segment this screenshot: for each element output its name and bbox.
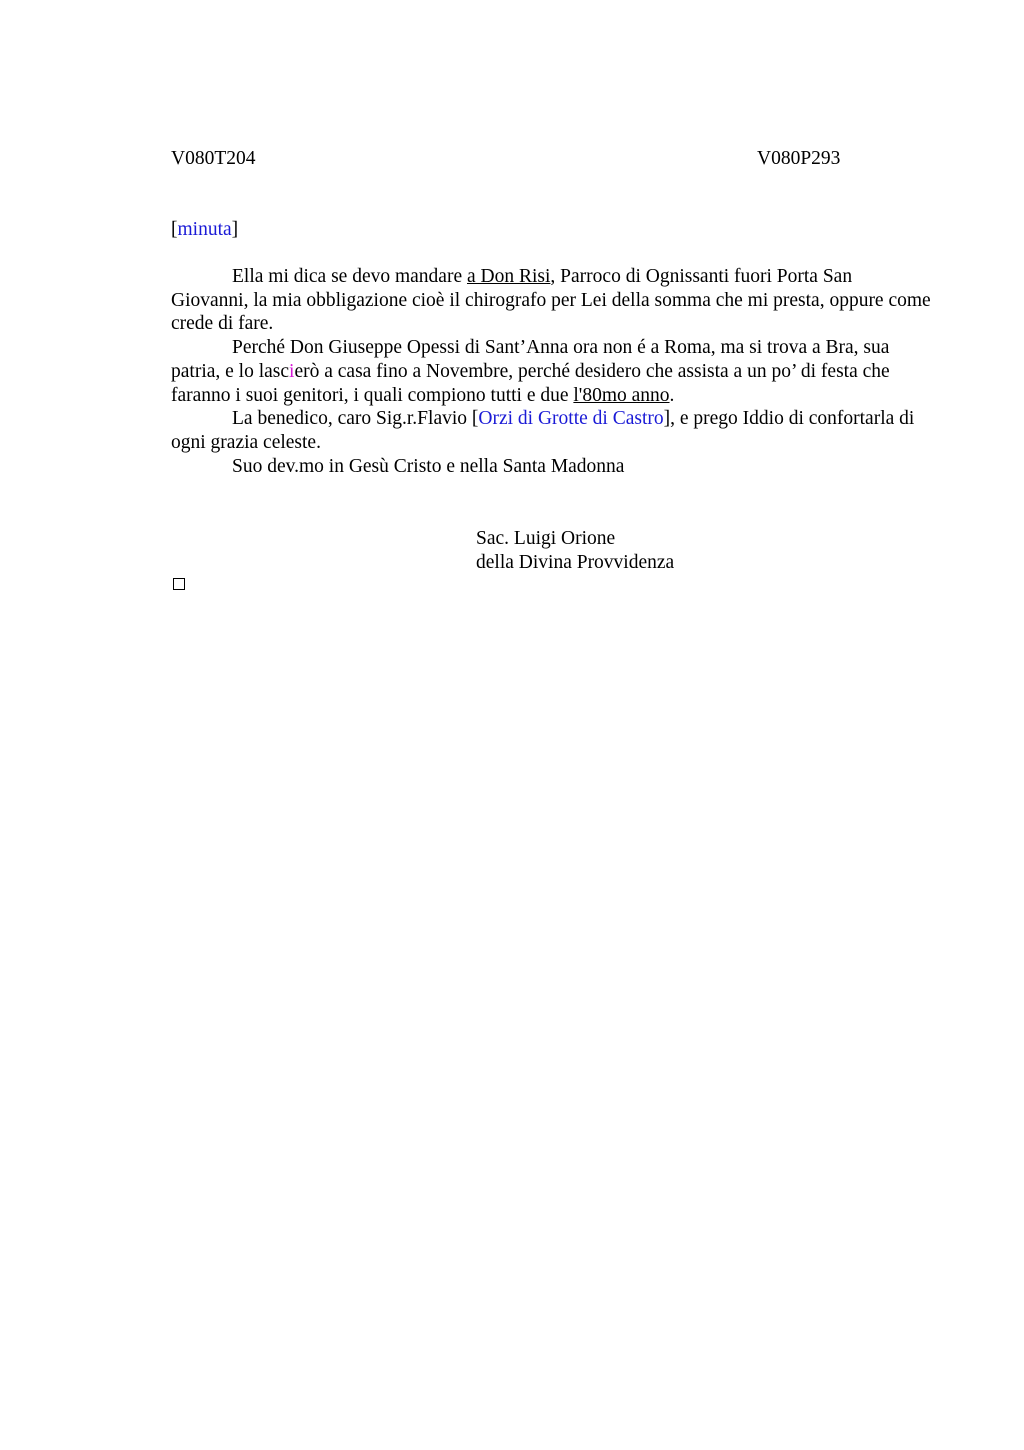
editorial-note [171, 218, 238, 242]
paragraph-2-text-b: erò a casa fino a Novembre, perché desidero che assista a un po’ di festa che faranno i suoi genitori, i quali compiono tutti e due [171, 360, 890, 406]
place-annotation: Orzi di Grotte di Castro [478, 408, 664, 430]
paragraph-3-text-b: ], e prego Iddio di confortarla di ogni grazia celeste. [171, 408, 915, 453]
paragraph-1-text-a: Ella mi dica se devo mandare [232, 266, 467, 287]
paragraph-3-text-a: La benedico, caro Sig.r.Flavio [ [232, 408, 479, 430]
signature-block [476, 527, 674, 574]
document-code-right: V080P293 [757, 148, 841, 169]
note-label: minuta [177, 219, 232, 240]
signature-line-2: della Divina Provvidenza [476, 551, 675, 573]
paragraph-2-text-a: Perché Don Giuseppe Opessi di Sant’Anna ora non é a Roma, ma si trova a Bra, sua patria, e lo lasc [171, 337, 890, 382]
document-code-left: V080T204 [171, 148, 256, 169]
paragraph-4 [171, 455, 931, 479]
paragraph-3 [171, 407, 931, 454]
correction-mark: i [289, 360, 295, 382]
closing-salutation: Suo dev.mo in Gesù Cristo e nella Santa Madonna [232, 455, 625, 477]
square-marker-icon [173, 578, 185, 590]
paragraph-1 [171, 265, 931, 336]
letter-body [171, 265, 931, 478]
underlined-anniversary: l'80mo anno [573, 384, 670, 406]
paragraph-2 [171, 336, 931, 407]
underlined-recipient: a Don Risi [467, 266, 551, 287]
paragraph-1-text-b: , Parroco di Ognissanti fuori Porta San Giovanni, la mia obbligazione cioè il chirografo per Lei della somma che mi presta, oppure come crede di fare. [171, 266, 931, 335]
bracket-open: [ [171, 219, 178, 240]
paragraph-2-text-c: . [669, 384, 675, 406]
bracket-close: ] [231, 219, 239, 240]
signature-line-1: Sac. Luigi Orione [476, 528, 616, 549]
